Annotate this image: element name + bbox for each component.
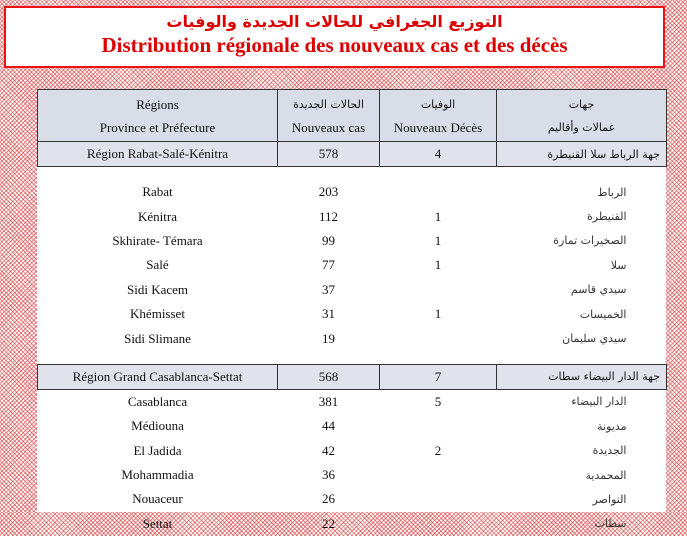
- province-name: Sidi Kacem: [126, 281, 188, 297]
- province-deaths: [380, 180, 497, 204]
- region-name: Région Rabat-Salé-Kénitra: [38, 142, 278, 167]
- province-name: El Jadida: [133, 442, 182, 458]
- table-header-row: [38, 90, 667, 142]
- table-row: [38, 487, 667, 511]
- header-new-cases-fr: Nouveaux cas: [291, 119, 366, 135]
- table-row: [38, 180, 667, 204]
- province-name-ar: سلا: [610, 258, 627, 272]
- province-deaths: [380, 487, 497, 511]
- province-deaths: 2: [434, 442, 442, 458]
- province-cases: 36: [322, 467, 335, 483]
- header-new-deaths-fr: Nouveaux Décès: [393, 119, 483, 135]
- province-deaths: [380, 278, 497, 302]
- province-deaths: 1: [434, 257, 442, 273]
- table-row: [38, 414, 667, 438]
- province-cases: 37: [322, 281, 335, 297]
- province-cases: 22: [322, 515, 335, 531]
- province-cases: 77: [322, 257, 335, 273]
- province-deaths: 1: [434, 232, 442, 248]
- header-regions: [38, 90, 278, 142]
- province-cases: 42: [322, 442, 335, 458]
- province-name: Sidi Slimane: [124, 330, 191, 346]
- header-new-cases-ar: الحالات الجديدة: [293, 97, 364, 111]
- province-name-ar: مديونة: [597, 419, 627, 433]
- province-deaths: 1: [434, 208, 442, 224]
- region-deaths: 7: [380, 364, 497, 389]
- region-row: [38, 364, 667, 389]
- province-deaths: [380, 512, 497, 536]
- province-deaths: [380, 463, 497, 487]
- table-row: [38, 278, 667, 302]
- header-regions-line1: Régions: [136, 96, 179, 112]
- province-name: Settat: [142, 515, 173, 531]
- province-name-ar: القنيطرة: [587, 210, 627, 224]
- province-cases: 203: [318, 184, 339, 200]
- table-row: [38, 204, 667, 228]
- header-regions-ar-line2: عمالات وأقاليم: [547, 120, 616, 134]
- table-row: [38, 512, 667, 536]
- header-regions-ar-line1: جهات: [568, 97, 595, 111]
- province-name-ar: سيدي قاسم: [570, 283, 627, 297]
- province-deaths: 5: [434, 393, 442, 409]
- cases-table: [37, 89, 667, 536]
- table-container: [37, 89, 666, 531]
- province-name-ar: الجديدة: [592, 444, 627, 458]
- table-row: [38, 326, 667, 350]
- title-box: [4, 6, 665, 68]
- province-name: Médiouna: [131, 418, 184, 434]
- region-cases: 578: [278, 142, 380, 167]
- province-cases: 112: [318, 208, 339, 224]
- province-cases: 44: [322, 418, 335, 434]
- region-row: [38, 142, 667, 167]
- header-new-cases: [278, 90, 380, 142]
- table-row: [38, 439, 667, 463]
- province-name: Nouaceur: [132, 491, 183, 507]
- region-name-ar: جهة الدار البيضاء سطات: [497, 364, 667, 389]
- province-name-ar: سطات: [594, 517, 627, 531]
- province-name-ar: الصخيرات تمارة: [553, 234, 627, 248]
- province-name-ar: الدار البيضاء: [571, 395, 627, 409]
- header-new-deaths-ar: الوفيات: [420, 97, 456, 111]
- province-name-ar: الخميسات: [579, 307, 627, 321]
- table-row: [38, 389, 667, 414]
- province-name: Mohammadia: [121, 467, 194, 483]
- region-name-ar: جهة الرباط سلا القنيطرة: [497, 142, 667, 167]
- province-name-ar: النواصر: [592, 492, 627, 506]
- header-regions-line2: Province et Préfecture: [99, 119, 216, 135]
- province-name-ar: الرباط: [597, 185, 627, 199]
- title-arabic: التوزيع الجغرافي للحالات الجديدة والوفيات: [166, 12, 503, 31]
- region-deaths: 4: [380, 142, 497, 167]
- table-row: [38, 302, 667, 326]
- table-row: [38, 229, 667, 253]
- province-name-ar: المحمدية: [585, 468, 627, 482]
- province-deaths: [380, 326, 497, 350]
- province-name-ar: سيدي سليمان: [562, 332, 627, 346]
- province-name: Kénitra: [138, 208, 177, 224]
- table-row: [38, 253, 667, 277]
- title-french: Distribution régionale des nouveaux cas et des décès: [101, 33, 568, 57]
- province-name: Skhirate- Témara: [112, 232, 203, 248]
- region-cases: 568: [278, 364, 380, 389]
- province-cases: 381: [318, 393, 339, 409]
- header-regions-ar: [497, 90, 667, 142]
- province-cases: 19: [322, 330, 335, 346]
- province-name: Salé: [146, 257, 169, 273]
- province-deaths: 1: [434, 306, 442, 322]
- province-cases: 99: [322, 232, 335, 248]
- header-new-deaths: [380, 90, 497, 142]
- province-name: Casablanca: [127, 393, 188, 409]
- province-deaths: [380, 414, 497, 438]
- province-cases: 26: [322, 491, 335, 507]
- table-row: [38, 463, 667, 487]
- province-name: Khémisset: [130, 306, 185, 322]
- region-name: Région Grand Casablanca-Settat: [38, 364, 278, 389]
- province-cases: 31: [322, 306, 335, 322]
- province-name: Rabat: [142, 184, 173, 200]
